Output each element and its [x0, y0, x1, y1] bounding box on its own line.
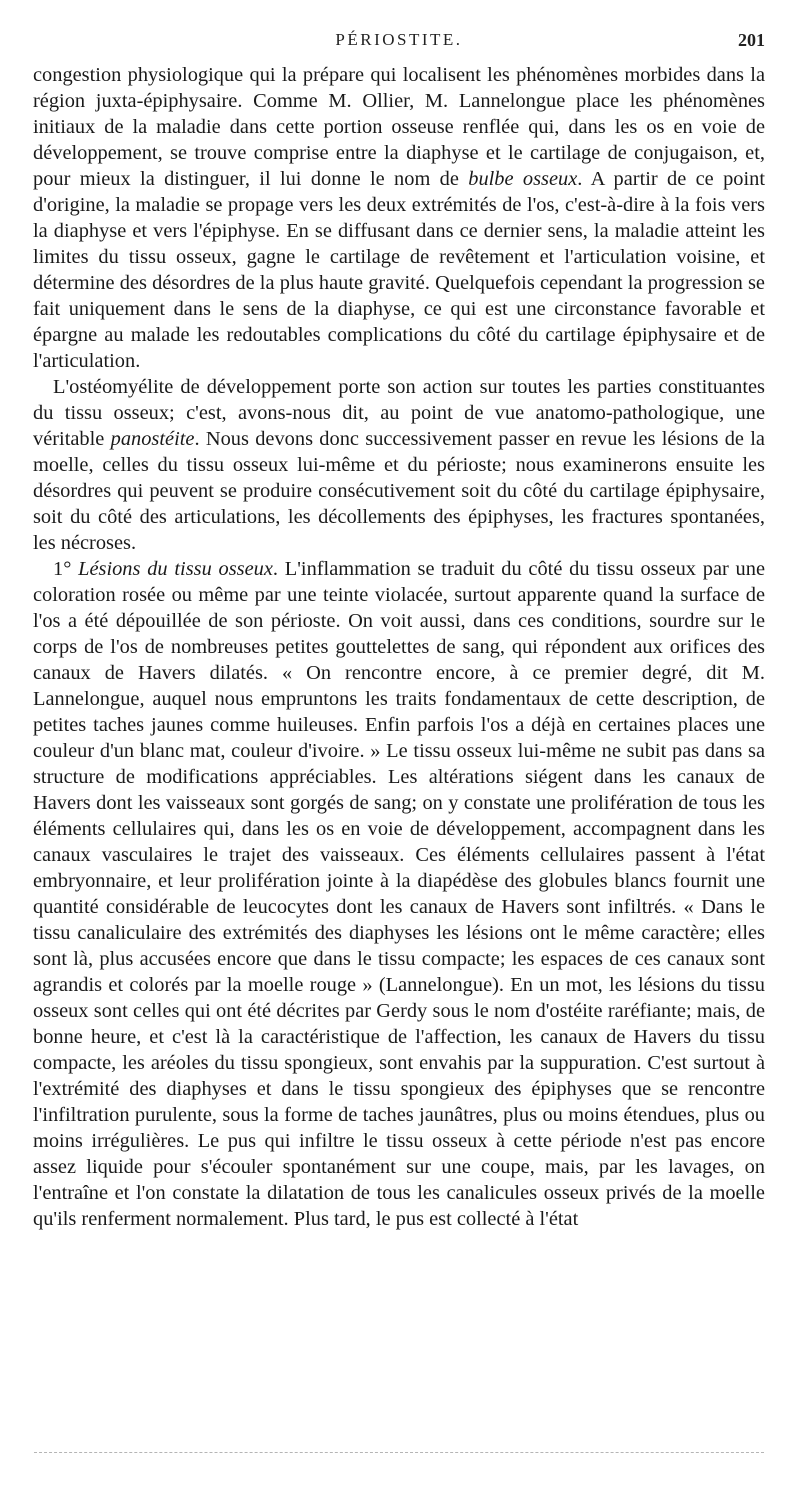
paragraph-text: L'ostéomyélite de développement porte son action sur toutes les parties constituantes du tissu osseux; c'est, avons-nous dit, au point de vue anatomo-pathologique, une véritable — [33, 376, 765, 450]
paragraph-text: . Nous devons donc successivement passer en revue les lésions de la moelle, celles du tissu osseux lui-même et du périoste; nous examinerons ensuite les désordres qui peuvent se produire consécutivement soit du côté du cartilage épiphysaire, soit du côté des articulations, les décollements des épiphyses, les fractures spontanées, les nécroses. — [33, 428, 765, 554]
paragraph-lesions-tissu-osseux — [33, 556, 765, 1232]
paragraph-panosteite — [33, 374, 765, 556]
italic-term: bulbe osseux — [468, 168, 578, 190]
paragraph-bulbe-osseux — [33, 62, 765, 374]
italic-term: panostéite — [110, 428, 195, 450]
paragraph-text: . A partir de ce point d'origine, la maladie se propage vers les deux extrémités de l'os, c'est-à-dire à la fois vers la diaphyse et vers l'épiphyse. En se diffusant dans ce dernier sens, la maladie atteint les limites du tissu osseux, gagne le cartilage de revêtement et l'articulation voisine, et détermine des désordres de la plus haute gravité. Quelquefois cependant la progression se fait uniquement dans le sens de la diaphyse, ce qui est une circonstance favorable et épargne au malade les redoutables complications du côté du cartilage épiphysaire et de l'articulation. — [33, 168, 765, 372]
footer-rule — [34, 1452, 764, 1453]
running-title: PÉRIOSTITE. — [335, 30, 463, 49]
paragraph-text: . L'inflammation se traduit du côté du tissu osseux par une coloration rosée ou même par une teinte violacée, surtout apparente quand la surface de l'os a été dépouillée de son périoste. On voit aussi, dans ces conditions, sourdre sur le corps de l'os de nombreuses petites gouttelettes de sang, qui répondent aux orifices des canaux de Havers dilatés. « On rencontre encore, à ce premier degré, dit M. Lannelongue, auquel nous empruntons les traits fondamentaux de cette description, de petites taches jaunes comme huileuses. Enfin parfois l'os a déjà en certaines places une couleur d'un blanc mat, couleur d'ivoire. » Le tissu osseux lui-même ne subit pas dans sa structure de modifications appréciables. Les altérations siégent dans les canaux de Havers dont les vaisseaux sont gorgés de sang; on y constate une prolifération de tous les éléments cellulaires qui, dans les os en voie de développement, accompagnent dans les canaux vasculaires le trajet des vaisseaux. Ces éléments cellulaires passent à l'état embryonnaire, et leur prolifération jointe à la diapédèse des globules blancs fournit une quantité considérable de leucocytes dont les canaux de Havers sont infiltrés. « Dans le tissu canaliculaire des extrémités des diaphyses les lésions ont le même caractère; elles sont là, plus accusées encore que dans le tissu compacte; les espaces de ces canaux sont agrandis et colorés par la moelle rouge » (Lannelongue). En un mot, les lésions du tissu osseux sont celles qui ont été décrites par Gerdy sous le nom d'ostéite raréfiante; mais, de bonne heure, et c'est là la caractéristique de l'affection, les canaux de Havers du tissu compacte, les aréoles du tissu spongieux, sont envahis par la suppuration. C'est surtout à l'extrémité des diaphyses et dans le tissu spongieux des épiphyses que se rencontre l'infiltration purulente, sous la forme de taches jaunâtres, plus ou moins étendues, plus ou moins irrégulières. Le pus qui infiltre le tissu osseux à cette période n'est pas encore assez liquide pour s'écouler spontanément sur une coupe, mais, par les lavages, on l'entraîne et l'on constate la dilatation de tous les canalicules osseux privés de la moelle qu'ils renferment normalement. Plus tard, le pus est collecté à l'état — [33, 558, 765, 1230]
section-number: 1° — [53, 558, 79, 580]
body-text — [33, 62, 765, 1232]
page-header — [33, 30, 765, 54]
paragraph-text: congestion physiologique qui la prépare qui localisent les phénomènes morbides dans la région juxta-épiphysaire. Comme M. Ollier, M. Lannelongue place les phénomènes initiaux de la maladie dans cette portion osseuse renflée qui, dans les os en voie de développement, se trouve comprise entre la diaphyse et le cartilage de conjugaison, et, pour mieux la distinguer, il lui donne le nom de — [33, 64, 765, 190]
section-heading: Lésions du tissu osseux — [78, 558, 273, 580]
page-number: 201 — [738, 30, 765, 50]
